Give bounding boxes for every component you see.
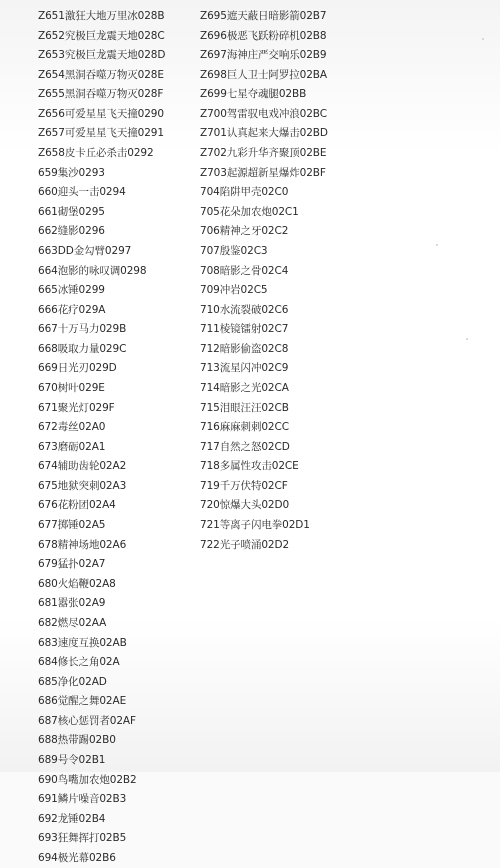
list-item: 690鸟嘴加农炮02B2 <box>38 773 137 786</box>
list-item: 660迎头一击0294 <box>38 186 126 199</box>
speck-mark <box>482 38 484 40</box>
list-item: 670树叶029E <box>38 381 105 394</box>
list-item: 671聚光灯029F <box>38 401 115 414</box>
list-item: 693狂舞挥打02B5 <box>38 832 127 845</box>
list-item: 718多属性攻击02CE <box>200 460 299 473</box>
list-item: 720惊爆大头02D0 <box>200 499 290 512</box>
list-item: 714暗影之光02CA <box>200 381 289 394</box>
speck-mark <box>436 244 438 246</box>
list-item: 683速度互换02AB <box>38 636 127 649</box>
list-item: 676花粉团02A4 <box>38 499 116 512</box>
list-item: Z697海神庄严交响乐02B9 <box>200 49 327 62</box>
list-item: Z700驾雷驭电戏冲浪02BC <box>200 107 327 120</box>
list-item: Z696极恶飞跃粉碎机02B8 <box>200 29 327 42</box>
right-column-list <box>200 7 328 555</box>
list-item: Z654黑洞吞噬万物灭028E <box>38 68 164 81</box>
list-item: 661砌堡0295 <box>38 205 105 218</box>
list-item: 719千万伏特02CF <box>200 479 288 492</box>
list-item: Z655黑洞吞噬万物灭028F <box>38 88 164 101</box>
list-item: Z658皮卡丘必杀击0292 <box>38 147 154 160</box>
list-item: 680火焰鞭02A8 <box>38 577 116 590</box>
list-item: Z701认真起来大爆击02BD <box>200 127 328 140</box>
list-item: 715泪眼汪汪02CB <box>200 401 289 414</box>
list-item: Z699七星夺魂腿02BB <box>200 88 307 101</box>
list-item: 692龙锤02B4 <box>38 812 106 825</box>
list-item: 682燃尽02AA <box>38 616 107 629</box>
list-item: 689号令02B1 <box>38 753 106 766</box>
list-item: 673磨砺02A1 <box>38 440 106 453</box>
list-item: 674辅助齿轮02A2 <box>38 460 127 473</box>
list-item: 712暗影偷盗02C8 <box>200 342 289 355</box>
list-item: 667十万马力029B <box>38 323 127 336</box>
list-item: 704陷阱甲壳02C0 <box>200 186 289 199</box>
list-item: Z653究极巨龙震天地028D <box>38 49 166 62</box>
list-item: Z652究极巨龙震天地028C <box>38 29 165 42</box>
list-item: 713流星闪冲02C9 <box>200 362 289 375</box>
list-item: 706精神之牙02C2 <box>200 225 289 238</box>
speck-mark <box>466 338 468 340</box>
list-item: 659集沙0293 <box>38 166 105 179</box>
list-item: 721等离子闪电拳02D1 <box>200 519 310 532</box>
list-item: 707殷鉴02C3 <box>200 244 268 257</box>
list-item: 716麻麻刺刺02CC <box>200 421 289 434</box>
list-item: Z695遮天蔽日暗影箭02B7 <box>200 10 327 22</box>
list-item: 685净化02AD <box>38 675 107 688</box>
list-item: 686觉醒之舞02AE <box>38 695 127 708</box>
list-item: 677掷锤02A5 <box>38 519 106 532</box>
list-item: 664泡影的咏叹调0298 <box>38 264 147 277</box>
list-item: 711棱镜镭射02C7 <box>200 323 289 336</box>
list-item: 678精神场地02A6 <box>38 538 127 551</box>
list-item: Z698巨人卫士阿罗拉02BA <box>200 68 327 81</box>
list-item: 679猛扑02A7 <box>38 558 106 571</box>
list-item: 662缝影0296 <box>38 225 105 238</box>
list-item: 708暗影之骨02C4 <box>200 264 289 277</box>
list-item: 691鳞片噪音02B3 <box>38 793 127 806</box>
list-item: 663DD金勾臂0297 <box>38 244 132 257</box>
list-item: Z702九彩升华齐聚顶02BE <box>200 147 327 160</box>
list-item: 694极光幕02B6 <box>38 851 116 864</box>
list-item: 705花朵加农炮02C1 <box>200 205 299 218</box>
list-item: Z651激狂大地万里冰028B <box>38 10 165 22</box>
list-item: 666花疗029A <box>38 303 106 316</box>
list-item: 684修长之角02A <box>38 656 120 669</box>
list-item: 675地狱突刺02A3 <box>38 479 127 492</box>
left-column-list <box>38 7 165 868</box>
list-item: Z703起源超新星爆炸02BF <box>200 166 326 179</box>
list-item: 672毒丝02A0 <box>38 421 106 434</box>
list-item: 688热带踢02B0 <box>38 734 116 747</box>
list-item: 709冲岩02C5 <box>200 284 268 297</box>
list-item: 687核心惩罚者02AF <box>38 714 136 727</box>
list-item: 710水流裂破02C6 <box>200 303 289 316</box>
list-item: 717自然之怒02CD <box>200 440 290 453</box>
list-item: Z657可爱星星飞天撞0291 <box>38 127 164 140</box>
list-item: 668吸取力量029C <box>38 342 127 355</box>
list-item: 681嚣张02A9 <box>38 597 106 610</box>
list-item: 665冰锤0299 <box>38 284 105 297</box>
list-item: Z656可爱星星飞天撞0290 <box>38 107 164 120</box>
list-item: 722光子喷涌02D2 <box>200 538 290 551</box>
list-item: 669日光刃029D <box>38 362 117 375</box>
